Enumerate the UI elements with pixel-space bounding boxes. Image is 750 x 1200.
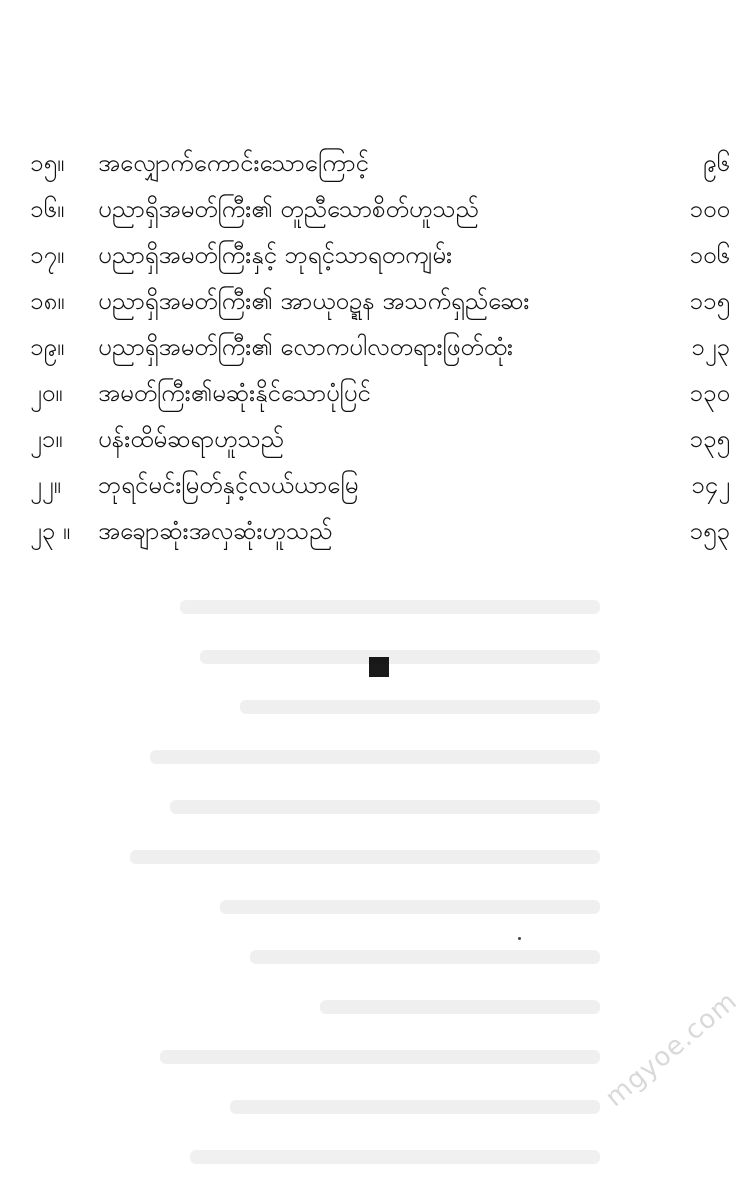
toc-entry-page: ၁၃၀ [689,379,730,407]
toc-entry-title: ပညာရှိအမတ်ကြီး၏ လောကပါလတရားဖြတ်ထုံး [98,333,513,361]
toc-entry-title: အချောဆုံးအလှဆုံးဟူသည် [98,517,333,545]
toc-entry-number: ၁၆။ [30,195,65,223]
toc-entry-title: ပန်းထိမ်ဆရာဟူသည် [98,425,284,453]
toc-entry [30,232,730,278]
speck [518,937,521,940]
toc-entry-title: အလျှောက်ကောင်းသောကြောင့် [98,149,369,177]
toc-entry-page: ၉၆ [703,149,730,177]
toc-entry [30,140,730,186]
toc-entry-number: ၁၉။ [30,333,65,361]
toc-entry [30,370,730,416]
toc-entry [30,278,730,324]
toc-entry [30,508,730,554]
toc-entry-number: ၂၂။ [30,471,61,499]
watermark: mgyoe.com [600,985,744,1113]
bleed-through-text [0,590,750,1200]
toc-entry-title: ပညာရှိအမတ်ကြီးနှင့် ဘုရင့်သာရတကျမ်း [98,241,453,269]
toc-entry [30,462,730,508]
toc-entry [30,416,730,462]
toc-entry-title: ပညာရှိအမတ်ကြီး၏ တူညီသောစိတ်ဟူသည် [98,195,479,223]
toc-entry [30,324,730,370]
toc-entry [30,186,730,232]
toc-entry-title: အမတ်ကြီး၏မဆုံးနိုင်သောပုံပြင် [98,379,371,407]
toc-entry-title: ဘုရင်မင်းမြတ်နှင့်လယ်ယာမြေ [98,471,359,499]
toc-entry-number: ၁၈။ [30,287,65,315]
toc-entry-page: ၁၃၅ [689,425,730,453]
toc-entry-page: ၁၀၀ [689,195,730,223]
toc-entry-page: ၁၁၅ [689,287,730,315]
table-of-contents [30,140,730,554]
toc-entry-number: ၁၇။ [30,241,65,269]
toc-entry-number: ၂၃ ။ [30,517,71,545]
toc-entry-number: ၁၅။ [30,149,65,177]
toc-entry-title: ပညာရှိအမတ်ကြီး၏ အာယုဝဍ္ဍန အသက်ရှည်ဆေး [98,287,530,315]
toc-entry-number: ၂၀။ [30,379,63,407]
toc-entry-page: ၁၄၂ [691,471,730,499]
toc-entry-page: ၁၀၆ [689,241,730,269]
toc-entry-page: ၁၅၃ [689,517,730,545]
toc-entry-number: ၂၁။ [30,425,63,453]
toc-entry-page: ၁၂၃ [691,333,730,361]
